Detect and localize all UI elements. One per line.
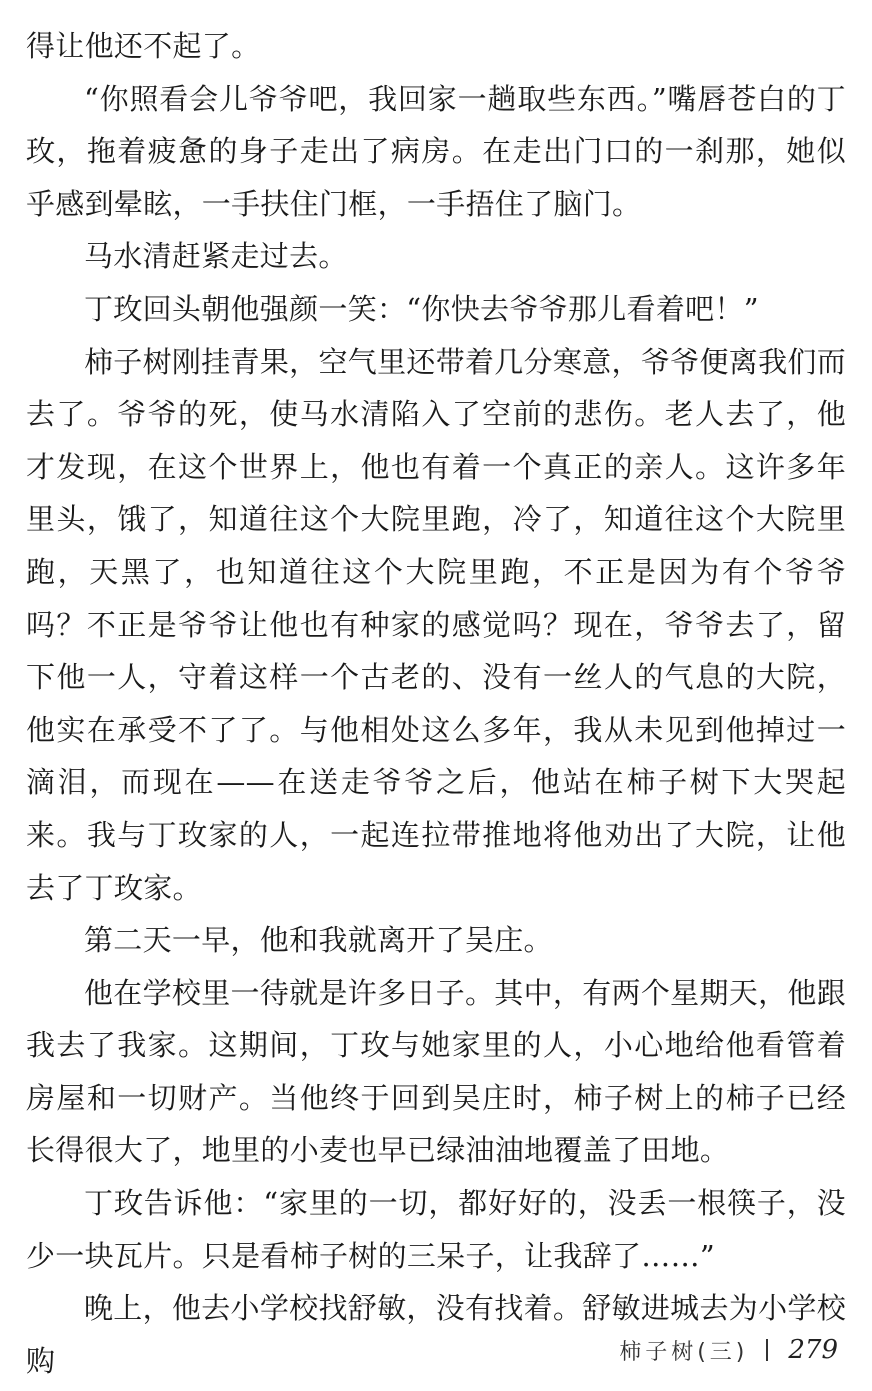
running-head: 柿子树(三) — [619, 1339, 749, 1365]
paragraph: 柿子树刚挂青果，空气里还带着几分寒意，爷爷便离我们而去了。爷爷的死，使马水清陷入了空前的悲伤。老人去了，他才发现，在这个世界上，他也有着一个真正的亲人。这许多年里头，饿了，知道往这个大院里跑，冷了，知道往这个大院里跑，天黑了，也知道往这个大院里跑，不正是因为有个爷爷吗？不正是爷爷让他也有种家的感觉吗？现在，爷爷去了，留下他一人，守着这样一个古老的、没有一丝人的气息的大院，他实在承受不了了。与他相处这么多年，我从未见到他掉过一滴泪，而现在——在送走爷爷之后，他站在柿子树下大哭起来。我与丁玫家的人，一起连拉带推地将他劝出了大院，让他去了丁玫家。 — [26, 344, 846, 905]
page-footer — [619, 1330, 838, 1370]
paragraph: 丁玫回头朝他强颜一笑：“你快去爷爷那儿看着吧！” — [84, 291, 759, 326]
paragraph: “你照看会儿爷爷吧，我回家一趟取些东西。”嘴唇苍白的丁玫，拖着疲惫的身子走出了病房。在走出门口的一刹那，她似乎感到晕眩，一手扶住门框，一手捂住了脑门。 — [26, 81, 846, 221]
footer-divider — [766, 1339, 768, 1361]
paragraph: 他在学校里一待就是许多日子。其中，有两个星期天，他跟我去了我家。这期间，丁玫与她家里的人，小心地给他看管着房屋和一切财产。当他终于回到吴庄时，柿子树上的柿子已经长得很大了，地里的小麦也早已绿油油地覆盖了田地。 — [26, 975, 846, 1168]
paragraph: 丁玫告诉他：“家里的一切，都好好的，没丢一根筷子，没少一块瓦片。只是看柿子树的三呆子，让我辞了……” — [26, 1186, 846, 1273]
page-body — [26, 20, 846, 1387]
paragraph: 第二天一早，他和我就离开了吴庄。 — [84, 923, 553, 958]
paragraph: 晚上，他去小学校找舒敏，没有找着。舒敏进城去为小学校购 — [26, 1291, 846, 1378]
paragraph: 得让他还不起了。 — [26, 29, 261, 63]
page-number: 279 — [788, 1335, 838, 1365]
paragraph: 马水清赶紧走过去。 — [84, 239, 348, 274]
